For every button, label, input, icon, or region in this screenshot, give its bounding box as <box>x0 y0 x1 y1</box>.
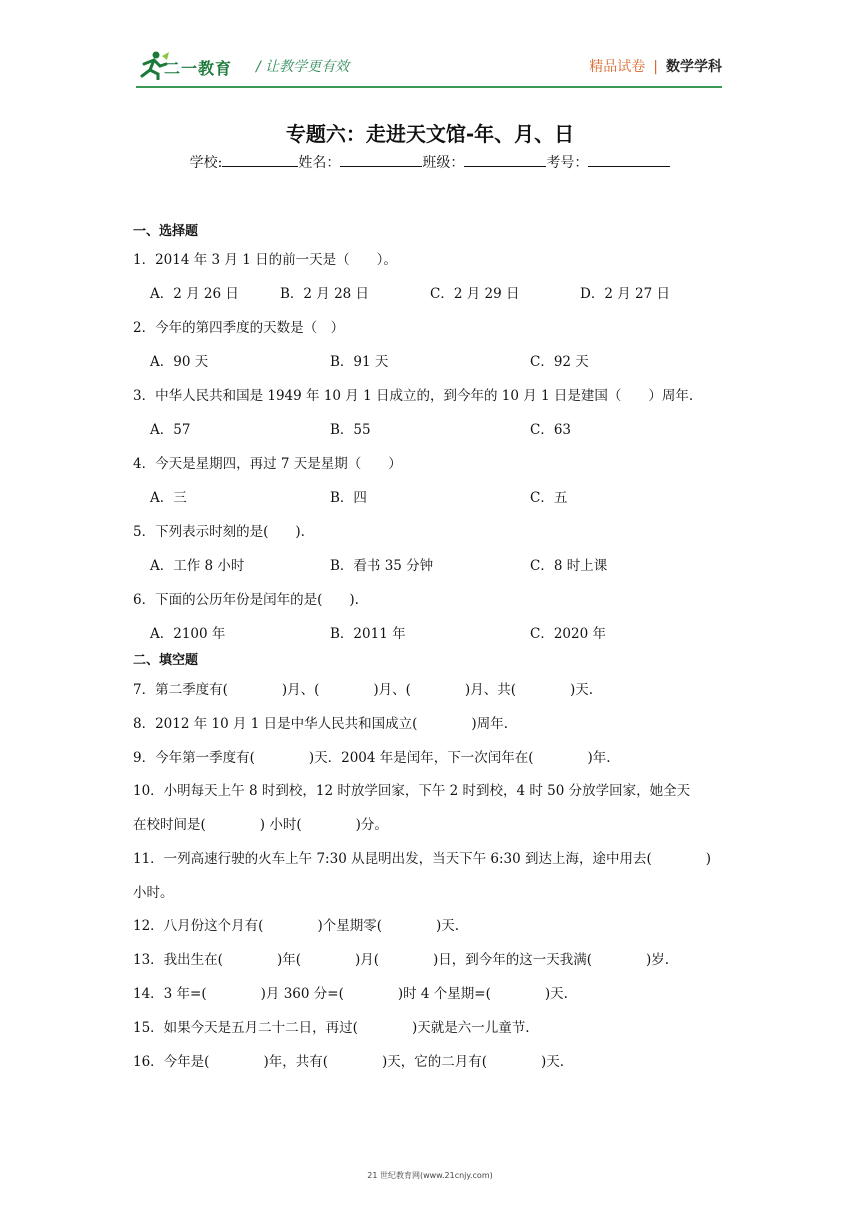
q3-option-c: C．63 <box>530 422 572 438</box>
school-label: 学校: <box>189 155 223 171</box>
logo-text: 二一教育 <box>164 59 233 78</box>
q1-option-d: D．2 月 27 日 <box>580 286 670 302</box>
question-11-line-1: 11．一列高速行驶的火车上午 7:30 从昆明出发，当天下午 6:30 到达上海，途中用去( ) <box>133 851 712 867</box>
q6-option-c: C．2020 年 <box>530 626 606 642</box>
q3-option-a: A．57 <box>150 422 191 438</box>
slogan: / 让教学更有效 <box>256 59 350 75</box>
q4-option-b: B．四 <box>330 490 367 506</box>
school-blank[interactable] <box>222 152 298 167</box>
question-2: 2．今年的第四季度的天数是（ ） <box>133 320 345 336</box>
q2-option-c: C．92 天 <box>530 354 589 370</box>
question-11-line-2: 小时。 <box>133 885 174 901</box>
q5-option-c: C．8 时上课 <box>530 558 608 574</box>
name-blank[interactable] <box>340 152 422 167</box>
section-choice-title: 一、选择题 <box>133 224 199 239</box>
question-16: 16．今年是( )年，共有( )天，它的二月有( )天. <box>133 1054 565 1070</box>
tag-premium: 精品试卷 <box>589 59 646 75</box>
class-label: 班级： <box>422 155 465 171</box>
q5-option-b: B．看书 35 分钟 <box>330 558 434 574</box>
page-header <box>136 50 722 84</box>
question-10-line-1: 10．小明每天上午 8 时到校，12 时放学回家，下午 2 时到校，4 时 50 分放学回家，她全天 <box>133 783 691 799</box>
header-tags <box>589 56 722 76</box>
question-3: 3．中华人民共和国是 1949 年 10 月 1 日成立的，到今年的 10 月 1 日是建国（ ）周年. <box>133 388 694 404</box>
question-7: 7．第二季度有( )月、( )月、( )月、共( )天. <box>133 682 594 698</box>
q6-option-b: B．2011 年 <box>330 626 406 642</box>
q1-option-c: C．2 月 29 日 <box>430 286 520 302</box>
question-5: 5．下列表示时刻的是( ). <box>133 524 305 540</box>
question-10-line-2: 在校时间是( ) 小时( )分。 <box>133 817 388 833</box>
q4-option-c: C．五 <box>530 490 568 506</box>
logo <box>136 50 246 80</box>
page-title: 专题六：走进天文馆-年、月、日 <box>285 122 575 146</box>
question-15: 15．如果今天是五月二十二日，再过( )天就是六一儿童节. <box>133 1020 530 1036</box>
tag-separator: | <box>653 59 658 75</box>
question-8: 8．2012 年 10 月 1 日是中华人民共和国成立( )周年. <box>133 716 508 732</box>
exam-no-label: 考号： <box>546 155 589 171</box>
q6-option-a: A．2100 年 <box>150 626 226 642</box>
question-13: 13．我出生在( )年( )月( )日，到今年的这一天我满( )岁. <box>133 952 670 968</box>
q3-option-b: B．55 <box>330 422 371 438</box>
name-label: 姓名： <box>298 155 341 171</box>
page-footer: 21 世纪教育网(www.21cnjy.com) <box>367 1171 493 1180</box>
exam-no-blank[interactable] <box>588 152 670 167</box>
q2-option-b: B．91 天 <box>330 354 389 370</box>
question-6: 6．下面的公历年份是闰年的是( ). <box>133 592 359 608</box>
student-info-row <box>0 152 860 172</box>
question-14: 14．3 年=( )月 360 分=( )时 4 个星期=( )天. <box>133 986 568 1002</box>
question-9: 9．今年第一季度有( )天．2004 年是闰年，下一次闰年在( )年. <box>133 750 611 766</box>
q2-option-a: A．90 天 <box>150 354 209 370</box>
q1-option-a: A．2 月 26 日 <box>150 286 239 302</box>
q5-option-a: A．工作 8 小时 <box>150 558 245 574</box>
question-1: 1．2014 年 3 月 1 日的前一天是（ ）。 <box>133 252 397 268</box>
section-fill-title: 二、填空题 <box>133 653 199 668</box>
header-divider <box>136 86 722 88</box>
q4-option-a: A．三 <box>150 490 187 506</box>
class-blank[interactable] <box>464 152 546 167</box>
q1-option-b: B．2 月 28 日 <box>280 286 370 302</box>
question-4: 4．今天是星期四，再过 7 天是星期（ ） <box>133 456 402 472</box>
tag-subject: 数学学科 <box>666 59 722 75</box>
question-12: 12．八月份这个月有( )个星期零( )天. <box>133 918 460 934</box>
